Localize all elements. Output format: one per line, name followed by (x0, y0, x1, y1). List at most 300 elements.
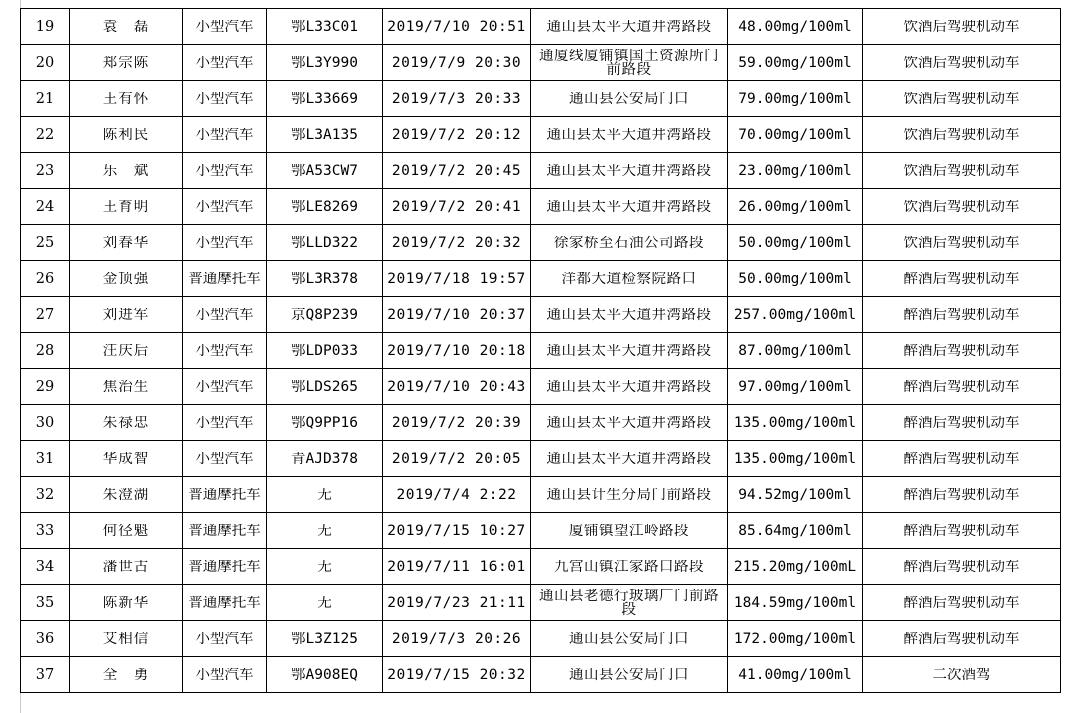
table-row (21, 45, 1061, 81)
license-plate: 京Q8P239 (291, 307, 358, 322)
license-plate-cell (267, 369, 383, 405)
violation-location-cell (531, 81, 728, 117)
record-number: 34 (35, 559, 55, 574)
vehicle-type-cell (183, 405, 267, 441)
driver-name: 刘进军 (102, 307, 150, 322)
vehicle-type: 普通摩托车 (188, 487, 261, 502)
violation-time: 2019/7/4 2:22 (396, 487, 517, 502)
record-number: 35 (35, 595, 55, 610)
record-number: 37 (35, 667, 55, 682)
license-plate-cell (267, 441, 383, 477)
violation-location-cell (531, 477, 728, 513)
violation-time: 2019/7/3 20:26 (391, 631, 522, 646)
license-plate: 无 (317, 559, 332, 574)
license-plate: 无 (317, 523, 332, 538)
violation-type-cell (863, 477, 1061, 513)
vehicle-type-cell (183, 9, 267, 45)
violation-location-cell (531, 405, 728, 441)
blood-alcohol-level: 87.00mg/100ml (738, 343, 852, 358)
record-number-cell (21, 333, 70, 369)
violation-location: 通山县公安局门口 (569, 91, 689, 106)
violation-type: 醉酒后驾驶机动车 (903, 379, 1020, 394)
blood-alcohol-level-cell (728, 261, 863, 297)
driver-name: 朱禄忠 (102, 415, 150, 430)
license-plate-cell (267, 657, 383, 693)
vehicle-type-cell (183, 657, 267, 693)
blood-alcohol-level: 41.00mg/100ml (738, 667, 852, 682)
vehicle-type-cell (183, 45, 267, 81)
violation-type-cell (863, 9, 1061, 45)
record-number-cell (21, 189, 70, 225)
table-row (21, 297, 1061, 333)
license-plate: 鄂L3R378 (291, 271, 358, 286)
vehicle-type-cell (183, 297, 267, 333)
violation-type: 醉酒后驾驶机动车 (903, 451, 1020, 466)
vehicle-type-cell (183, 261, 267, 297)
driver-name: 金顶强 (102, 271, 150, 286)
vehicle-type: 小型汽车 (195, 415, 254, 430)
vehicle-type-cell (183, 585, 267, 621)
vehicle-type: 小型汽车 (195, 199, 254, 214)
table-row (21, 621, 1061, 657)
violation-time: 2019/7/10 20:18 (387, 343, 526, 358)
violation-location-cell (531, 369, 728, 405)
violation-time-cell (383, 45, 531, 81)
vehicle-type: 小型汽车 (195, 55, 254, 70)
driver-name: 陈利民 (102, 127, 150, 142)
record-number: 22 (35, 127, 55, 142)
record-number-cell (21, 9, 70, 45)
violation-time-cell (383, 297, 531, 333)
violation-location-cell (531, 189, 728, 225)
driver-name-cell (70, 45, 183, 81)
violation-time-cell (383, 621, 531, 657)
violation-time-cell (383, 117, 531, 153)
violation-time: 2019/7/2 20:41 (391, 199, 522, 214)
violation-location: 通山县太平大道井湾路段 (546, 163, 712, 178)
record-number-cell (21, 117, 70, 153)
vehicle-type: 小型汽车 (195, 127, 254, 142)
vehicle-type: 小型汽车 (195, 235, 254, 250)
violation-type: 饮酒后驾驶机动车 (903, 199, 1020, 214)
violation-type-cell (863, 549, 1061, 585)
driver-name: 王育明 (102, 199, 150, 214)
violation-location-cell (531, 441, 728, 477)
record-number-cell (21, 297, 70, 333)
driver-name: 潘世古 (102, 559, 150, 574)
blood-alcohol-level: 26.00mg/100ml (738, 199, 852, 214)
record-number-cell (21, 81, 70, 117)
violation-time-cell (383, 189, 531, 225)
license-plate: 鄂L33669 (291, 91, 358, 106)
table-row (21, 369, 1061, 405)
blood-alcohol-level-cell (728, 333, 863, 369)
blood-alcohol-level: 59.00mg/100ml (738, 55, 852, 70)
violation-location: 通山县太平大道井湾路段 (546, 415, 712, 430)
drunk-driving-records-table (20, 8, 1061, 693)
violation-type: 醉酒后驾驶机动车 (903, 487, 1020, 502)
blood-alcohol-level: 48.00mg/100ml (738, 19, 852, 34)
violation-time-cell (383, 369, 531, 405)
violation-type: 醉酒后驾驶机动车 (903, 595, 1020, 610)
table-row (21, 261, 1061, 297)
table-body (21, 9, 1061, 693)
license-plate-cell (267, 297, 383, 333)
violation-time: 2019/7/10 20:43 (387, 379, 526, 394)
driver-name-cell (70, 585, 183, 621)
violation-time-cell (383, 261, 531, 297)
license-plate-cell (267, 549, 383, 585)
license-plate: 无 (317, 595, 332, 610)
vehicle-type-cell (183, 441, 267, 477)
blood-alcohol-level-cell (728, 225, 863, 261)
table-row (21, 441, 1061, 477)
violation-location-cell (531, 513, 728, 549)
violation-type: 饮酒后驾驶机动车 (903, 127, 1020, 142)
record-number: 36 (35, 631, 55, 646)
vehicle-type: 小型汽车 (195, 91, 254, 106)
driver-name-cell (70, 405, 183, 441)
violation-type: 醉酒后驾驶机动车 (903, 343, 1020, 358)
driver-name: 全 勇 (102, 667, 150, 682)
vehicle-type: 普通摩托车 (188, 271, 261, 286)
driver-name: 袁 磊 (102, 19, 150, 34)
license-plate: 鄂LE8269 (291, 199, 358, 214)
violation-location-cell (531, 261, 728, 297)
violation-location-cell (531, 225, 728, 261)
driver-name-cell (70, 153, 183, 189)
record-number: 20 (35, 55, 55, 70)
violation-type-cell (863, 369, 1061, 405)
violation-time: 2019/7/15 20:32 (387, 667, 526, 682)
record-number: 33 (35, 523, 55, 538)
table-row (21, 585, 1061, 621)
violation-type-cell (863, 513, 1061, 549)
violation-type: 醉酒后驾驶机动车 (903, 307, 1020, 322)
violation-time-cell (383, 477, 531, 513)
violation-time-cell (383, 585, 531, 621)
blood-alcohol-level-cell (728, 405, 863, 441)
record-number-cell (21, 405, 70, 441)
violation-time-cell (383, 441, 531, 477)
license-plate: 鄂Q9PP16 (291, 415, 358, 430)
driver-name-cell (70, 549, 183, 585)
violation-type-cell (863, 225, 1061, 261)
blood-alcohol-level: 257.00mg/100ml (733, 307, 857, 322)
license-plate-cell (267, 9, 383, 45)
violation-location: 通山县太平大道井湾路段 (546, 19, 712, 34)
violation-type-cell (863, 621, 1061, 657)
record-number-cell (21, 153, 70, 189)
license-plate-cell (267, 513, 383, 549)
record-number-cell (21, 261, 70, 297)
blood-alcohol-level-cell (728, 297, 863, 333)
vehicle-type-cell (183, 549, 267, 585)
license-plate-cell (267, 405, 383, 441)
violation-time: 2019/7/9 20:30 (391, 55, 522, 70)
violation-type-cell (863, 261, 1061, 297)
table-row (21, 513, 1061, 549)
table-row (21, 117, 1061, 153)
blood-alcohol-level: 50.00mg/100ml (738, 271, 852, 286)
table-row (21, 225, 1061, 261)
blood-alcohol-level: 85.64mg/100ml (738, 523, 852, 538)
blood-alcohol-level: 172.00mg/100ml (733, 631, 857, 646)
driver-name-cell (70, 225, 183, 261)
record-number: 28 (35, 343, 55, 358)
license-plate: 鄂L3Y990 (291, 55, 358, 70)
vehicle-type-cell (183, 621, 267, 657)
record-number: 30 (35, 415, 55, 430)
violation-location: 厦铺镇望江岭路段 (569, 523, 689, 538)
blood-alcohol-level-cell (728, 441, 863, 477)
blood-alcohol-level-cell (728, 477, 863, 513)
driver-name: 汪庆后 (102, 343, 150, 358)
record-number-cell (21, 657, 70, 693)
record-number: 26 (35, 271, 55, 286)
violation-type: 饮酒后驾驶机动车 (903, 55, 1020, 70)
violation-time-cell (383, 405, 531, 441)
vehicle-type: 小型汽车 (195, 163, 254, 178)
driver-name-cell (70, 441, 183, 477)
violation-time: 2019/7/10 20:51 (387, 19, 526, 34)
record-number: 19 (35, 19, 55, 34)
violation-location-cell (531, 297, 728, 333)
vehicle-type-cell (183, 117, 267, 153)
license-plate: 鄂A908EQ (291, 667, 358, 682)
violation-location: 通山县太平大道井湾路段 (546, 199, 712, 214)
record-number: 29 (35, 379, 55, 394)
record-number-cell (21, 585, 70, 621)
violation-time: 2019/7/15 10:27 (387, 523, 526, 538)
vehicle-type-cell (183, 513, 267, 549)
violation-type: 醉酒后驾驶机动车 (903, 415, 1020, 430)
blood-alcohol-level: 70.00mg/100ml (738, 127, 852, 142)
violation-location: 徐家桥至石油公司路段 (554, 235, 704, 250)
violation-type: 醉酒后驾驶机动车 (903, 631, 1020, 646)
blood-alcohol-level: 135.00mg/100ml (733, 415, 857, 430)
vehicle-type-cell (183, 333, 267, 369)
driver-name-cell (70, 657, 183, 693)
license-plate-cell (267, 333, 383, 369)
blood-alcohol-level-cell (728, 9, 863, 45)
record-number: 27 (35, 307, 55, 322)
vehicle-type: 普通摩托车 (188, 595, 261, 610)
violation-location: 通山县太平大道井湾路段 (546, 451, 712, 466)
table-row (21, 153, 1061, 189)
license-plate: 鄂LDP033 (291, 343, 358, 358)
violation-type-cell (863, 585, 1061, 621)
license-plate: 青AJD378 (291, 451, 358, 466)
violation-type: 饮酒后驾驶机动车 (903, 235, 1020, 250)
record-number-cell (21, 369, 70, 405)
vehicle-type: 小型汽车 (195, 307, 254, 322)
violation-type-cell (863, 297, 1061, 333)
violation-type: 饮酒后驾驶机动车 (903, 91, 1020, 106)
driver-name-cell (70, 333, 183, 369)
table-row (21, 81, 1061, 117)
violation-location-cell (531, 657, 728, 693)
driver-name: 郑宗陈 (102, 55, 150, 70)
license-plate-cell (267, 81, 383, 117)
violation-time: 2019/7/23 21:11 (387, 595, 526, 610)
violation-location: 通山县公安局门口 (569, 631, 689, 646)
vehicle-type: 普通摩托车 (188, 523, 261, 538)
driver-name-cell (70, 477, 183, 513)
vehicle-type: 小型汽车 (195, 667, 254, 682)
driver-name: 朱澄湖 (102, 487, 150, 502)
blood-alcohol-level-cell (728, 117, 863, 153)
violation-time: 2019/7/10 20:37 (387, 307, 526, 322)
driver-name-cell (70, 117, 183, 153)
record-number-cell (21, 621, 70, 657)
blood-alcohol-level: 94.52mg/100ml (738, 487, 852, 502)
blood-alcohol-level: 215.20mg/100mL (733, 559, 857, 574)
driver-name-cell (70, 9, 183, 45)
violation-type: 醉酒后驾驶机动车 (903, 271, 1020, 286)
vehicle-type-cell (183, 189, 267, 225)
violation-type-cell (863, 333, 1061, 369)
violation-location-cell (531, 621, 728, 657)
violation-type: 二次酒驾 (932, 667, 991, 682)
blood-alcohol-level-cell (728, 513, 863, 549)
violation-time-cell (383, 81, 531, 117)
license-plate: 鄂L33C01 (291, 19, 358, 34)
driver-name: 焦治生 (102, 379, 150, 394)
violation-type: 醉酒后驾驶机动车 (903, 523, 1020, 538)
license-plate: 鄂A53CW7 (291, 163, 358, 178)
record-number: 32 (35, 487, 55, 502)
driver-name: 刘春华 (102, 235, 150, 250)
record-number-cell (21, 477, 70, 513)
violation-location-cell (531, 117, 728, 153)
violation-location: 洋都大道检察院路口 (561, 271, 697, 286)
license-plate: 无 (317, 487, 332, 502)
violation-type-cell (863, 153, 1061, 189)
violation-time: 2019/7/2 20:39 (391, 415, 522, 430)
violation-type-cell (863, 405, 1061, 441)
violation-time: 2019/7/2 20:32 (391, 235, 522, 250)
record-number-cell (21, 225, 70, 261)
vehicle-type-cell (183, 225, 267, 261)
blood-alcohol-level-cell (728, 657, 863, 693)
violation-time: 2019/7/11 16:01 (387, 559, 526, 574)
record-number-cell (21, 441, 70, 477)
record-number: 24 (35, 199, 55, 214)
driver-name: 华成智 (102, 451, 150, 466)
table-row (21, 549, 1061, 585)
vehicle-type: 小型汽车 (195, 631, 254, 646)
license-plate-cell (267, 189, 383, 225)
violation-location: 通山县太平大道井湾路段 (546, 307, 712, 322)
blood-alcohol-level: 97.00mg/100ml (738, 379, 852, 394)
violation-location-cell (531, 549, 728, 585)
driver-name: 陈新华 (102, 595, 150, 610)
table-row (21, 333, 1061, 369)
vehicle-type-cell (183, 477, 267, 513)
violation-location: 通山县公安局门口 (569, 667, 689, 682)
violation-location: 通山县老德行玻璃厂门前路段 (539, 588, 719, 617)
driver-name-cell (70, 261, 183, 297)
driver-name-cell (70, 297, 183, 333)
violation-type-cell (863, 117, 1061, 153)
driver-name: 何径魁 (102, 523, 150, 538)
blood-alcohol-level: 135.00mg/100ml (733, 451, 857, 466)
violation-time-cell (383, 153, 531, 189)
driver-name-cell (70, 369, 183, 405)
record-number-cell (21, 513, 70, 549)
violation-location: 通厦线厦铺镇国土资源所门前路段 (539, 48, 719, 77)
blood-alcohol-level-cell (728, 621, 863, 657)
violation-location: 通山县计生分局门前路段 (546, 487, 712, 502)
license-plate: 鄂L3A135 (291, 127, 358, 142)
violation-location-cell (531, 153, 728, 189)
blood-alcohol-level-cell (728, 549, 863, 585)
violation-time-cell (383, 9, 531, 45)
license-plate: 鄂L3Z125 (291, 631, 358, 646)
vehicle-type: 小型汽车 (195, 379, 254, 394)
driver-name: 艾相信 (102, 631, 150, 646)
violation-location: 九宫山镇江家路口路段 (554, 559, 704, 574)
vehicle-type: 普通摩托车 (188, 559, 261, 574)
violation-time-cell (383, 225, 531, 261)
violation-time-cell (383, 657, 531, 693)
blood-alcohol-level-cell (728, 81, 863, 117)
blood-alcohol-level-cell (728, 189, 863, 225)
license-plate-cell (267, 621, 383, 657)
violation-location: 通山县太平大道井湾路段 (546, 343, 712, 358)
table-row (21, 405, 1061, 441)
license-plate-cell (267, 117, 383, 153)
vehicle-type-cell (183, 369, 267, 405)
record-number: 31 (35, 451, 55, 466)
license-plate: 鄂LDS265 (291, 379, 358, 394)
license-plate-cell (267, 45, 383, 81)
violation-type: 醉酒后驾驶机动车 (903, 559, 1020, 574)
record-number: 21 (35, 91, 55, 106)
license-plate-cell (267, 153, 383, 189)
driver-name-cell (70, 189, 183, 225)
driver-name: 王有怀 (102, 91, 150, 106)
vehicle-type-cell (183, 81, 267, 117)
violation-location: 通山县太平大道井湾路段 (546, 127, 712, 142)
vehicle-type-cell (183, 153, 267, 189)
blood-alcohol-level-cell (728, 45, 863, 81)
vehicle-type: 小型汽车 (195, 451, 254, 466)
vehicle-type: 小型汽车 (195, 343, 254, 358)
driver-name-cell (70, 81, 183, 117)
violation-location-cell (531, 45, 728, 81)
record-number-cell (21, 549, 70, 585)
violation-type-cell (863, 441, 1061, 477)
blood-alcohol-level: 79.00mg/100ml (738, 91, 852, 106)
driver-name-cell (70, 513, 183, 549)
violation-type-cell (863, 657, 1061, 693)
violation-time: 2019/7/2 20:05 (391, 451, 522, 466)
violation-time-cell (383, 333, 531, 369)
violation-type: 饮酒后驾驶机动车 (903, 19, 1020, 34)
violation-type-cell (863, 81, 1061, 117)
violation-type-cell (863, 189, 1061, 225)
blood-alcohol-level: 184.59mg/100ml (733, 595, 857, 610)
table-row (21, 477, 1061, 513)
violation-time: 2019/7/3 20:33 (391, 91, 522, 106)
violation-type-cell (863, 45, 1061, 81)
violation-time-cell (383, 513, 531, 549)
violation-location-cell (531, 585, 728, 621)
violation-time: 2019/7/2 20:45 (391, 163, 522, 178)
violation-location-cell (531, 333, 728, 369)
